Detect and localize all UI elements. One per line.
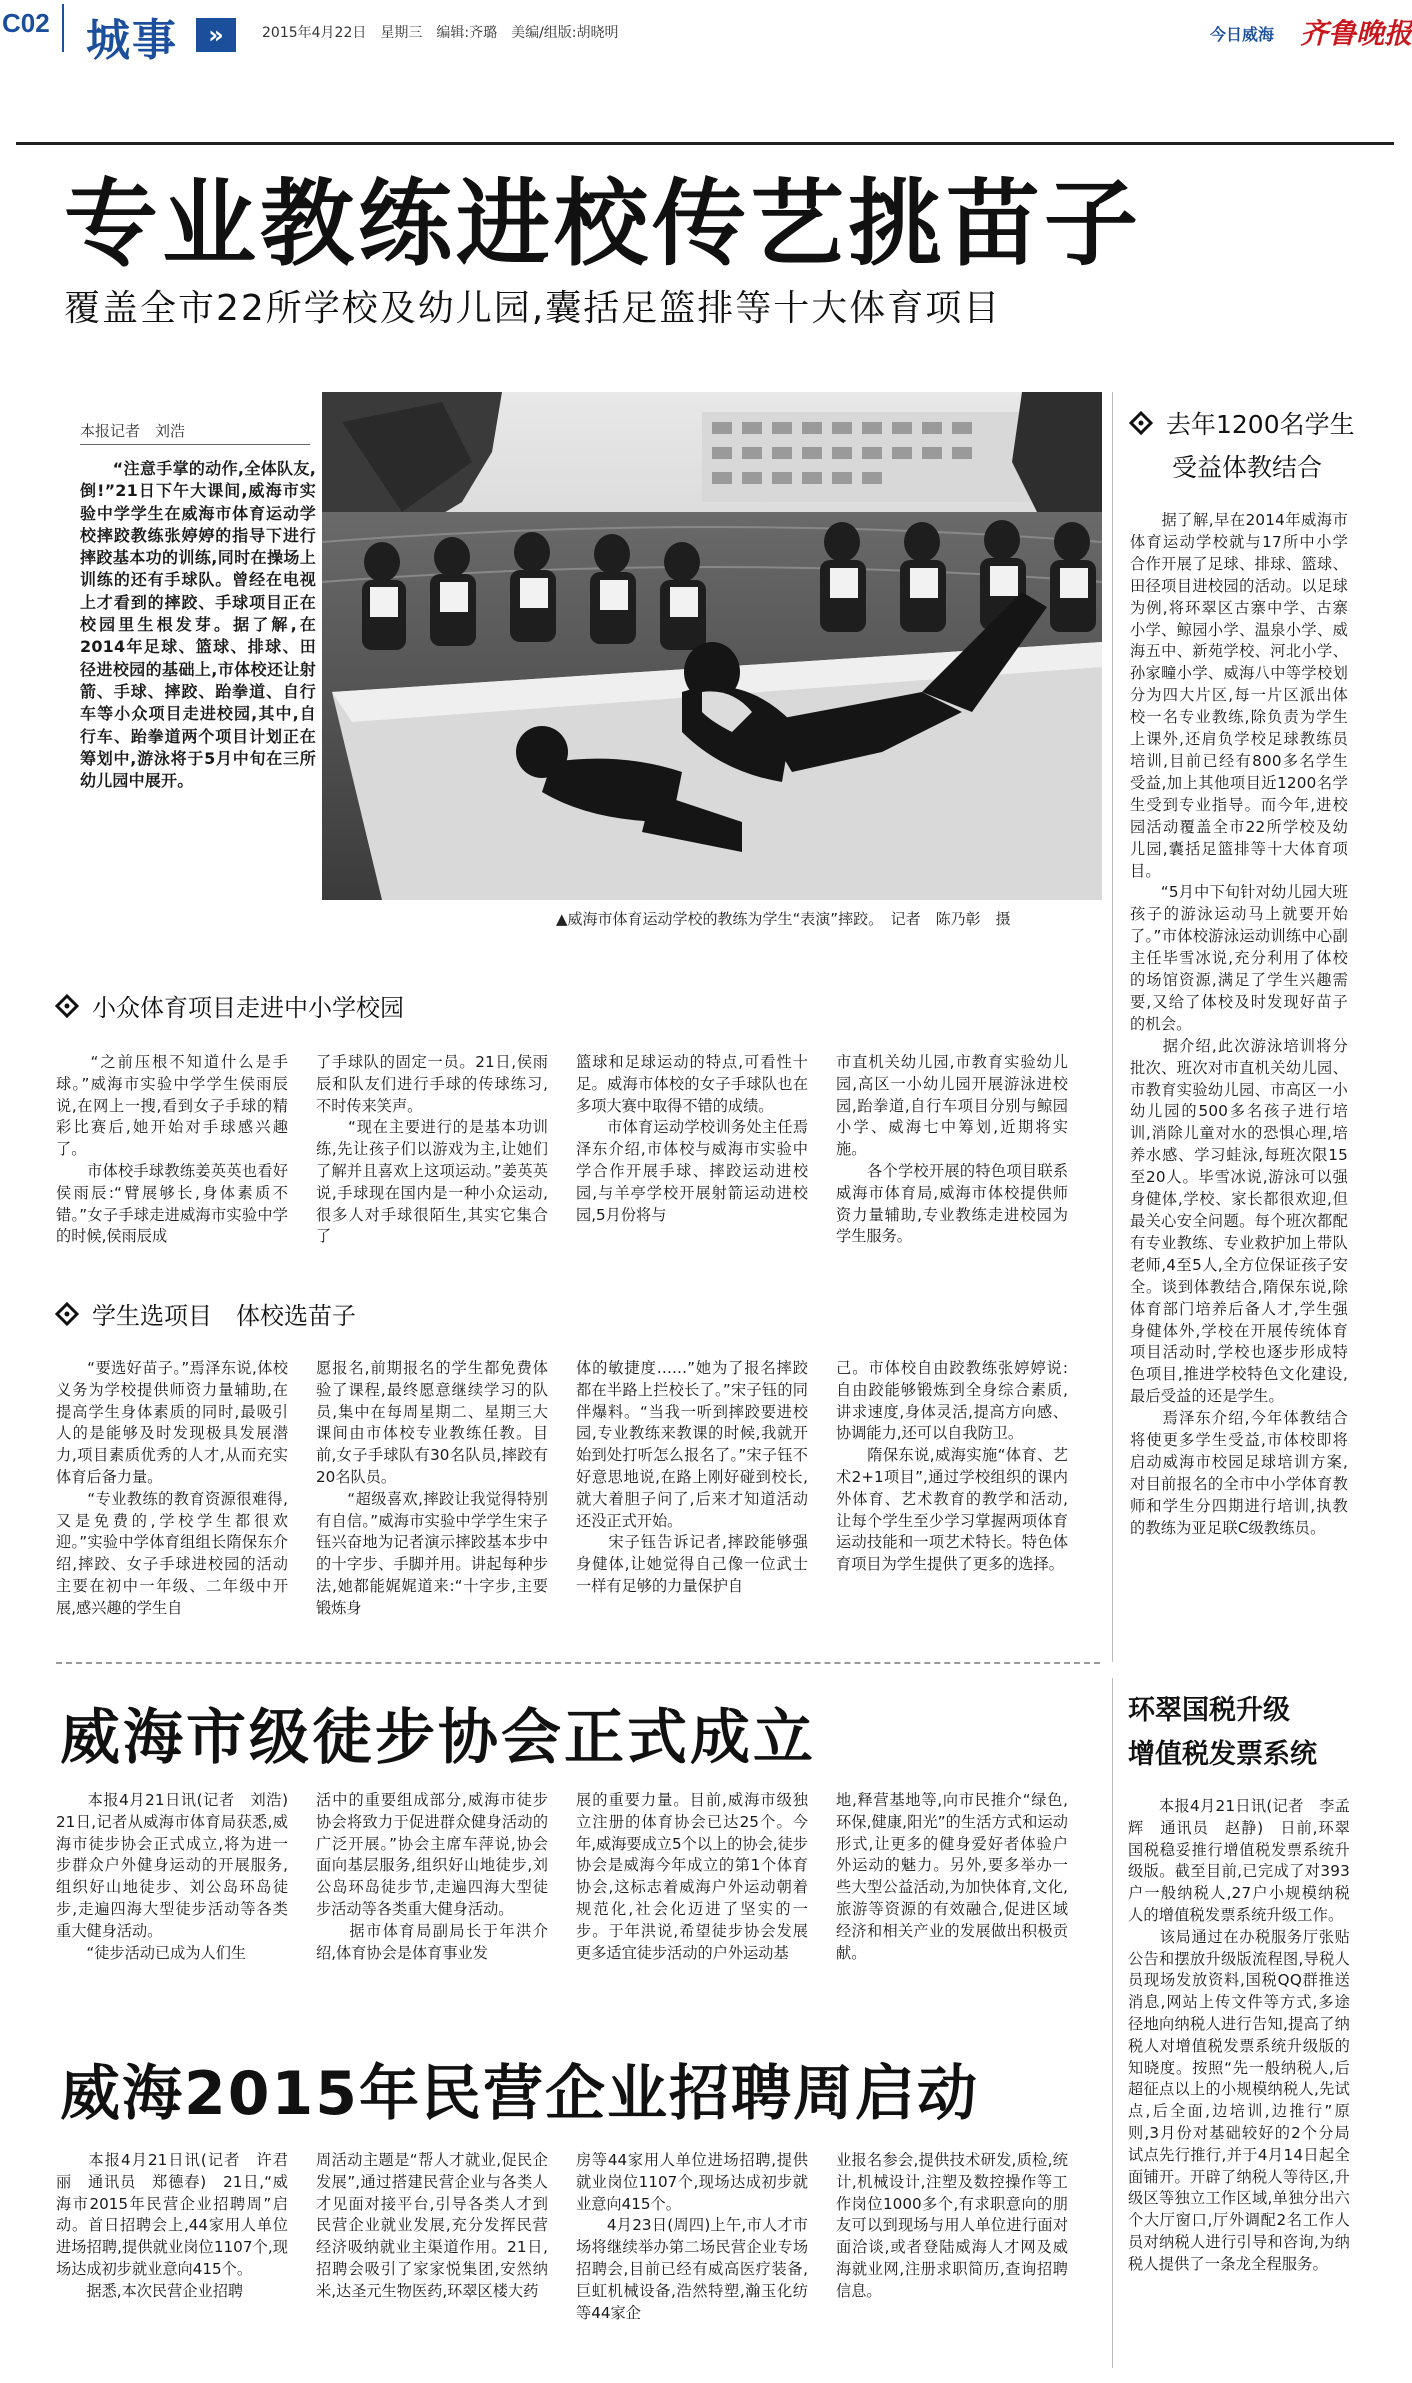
section1-title: 小众体育项目走进中小学校园 [92, 994, 404, 1022]
header-rule [16, 142, 1394, 145]
section2-col-3: 体的敏捷度……”她为了报名摔跤都在半路上拦校长了。”宋子钰的同伴爆料。“当我一听到摔跤要进校园,专业教练来教课的时候,我就开始到处打听怎么报名了。”宋子钰不好意思地说,在路上刚好碰到校长,就大着胆子问了,后来才知道活动还没正式开始。 宋子钰告诉记者,摔跤能够强身健体,让她觉得自己像一位武士一样有足够的力量保护自 [576, 1359, 808, 1595]
sidebar-title-line1: 去年1200名学生 [1166, 410, 1355, 439]
section1-col-3: 篮球和足球运动的特点,可看性十足。威海市体校的女子手球队也在多项大赛中取得不错的成绩。 市体育运动学校训务处主任焉泽东介绍,市体校与威海市实验中学合作开展手球、摔跤运动进校园,与羊亭学校开展射箭运动进校园,5月份将与 [576, 1053, 808, 1224]
column-divider [1112, 1678, 1113, 2368]
issue-meta: 2015年4月22日 星期三 编辑:齐璐 美编/组版:胡晓明 [262, 25, 619, 41]
section2-col-2: 愿报名,前期报名的学生都免费体验了课程,最终愿意继续学习的队员,集中在每周星期二、星期三大课间由市体校专业教练任教。目前,女子手球队有30名队员,摔跤有20名队员。 “超级喜欢,摔跤让我觉得特别有自信。”威海市实验中学学生宋子钰兴奋地为记者演示摔跤基本步中的十字步、手脚并用。讲起每种步法,她都能娓娓道来:“十字步,主要锻炼身 [316, 1359, 548, 1617]
article4-col-3: 房等44家用人单位进场招聘,提供就业岗位1107个,现场达成初步就业意向415个。 4月23日(周四)上午,市人才市场将继续举办第二场民营企业专场招聘会,目前已经有威高医疗装备,巨虹机械设备,浩然特塑,瀚玉化纺等44家企 [576, 2151, 808, 2322]
article1-headline: 专业教练进校传艺挑苗子 [64, 170, 1143, 279]
section1-col-4: 市直机关幼儿园,市教育实验幼儿园,高区一小幼儿园开展游泳进校园,跆拳道,自行车项目分别与鲸园小学、威海七中筹划,近期将实施。 各个学校开展的特色项目联系威海市体育局,威海市体校提供师资力量辅助,专业教练走进校园为学生服务。 [836, 1053, 1068, 1246]
article4-headline: 威海2015年民营企业招聘周启动 [60, 2059, 979, 2129]
newspaper-logo: 齐鲁晚报 [1300, 17, 1412, 50]
section2-title: 学生选项目 体校选苗子 [92, 1302, 356, 1330]
byline-rule [80, 444, 310, 445]
section2-col-1: “要选好苗子。”焉泽东说,体校义务为学校提供师资力量辅助,在提高学生身体素质的同时,最吸引人的是能够及时发现极具发展潜力,项目素质优秀的人才,从而充实体育后备力量。 “专业教练的教育资源很难得,又是免费的,学校学生都很欢迎。”实验中学体育组组长隋保东介绍,摔跤、女子手球进校园的活动主要在初中一年级、二年级中开展,感兴趣的学生自 [56, 1359, 288, 1617]
article4-col-1: 本报4月21日讯(记者 许君丽 通讯员 郑德春) 21日,“威海市2015年民营企业招聘周”启动。首日招聘会上,44家用人单位进场招聘,提供就业岗位1107个,现场达成初步就业意向415个。 据悉,本次民营企业招聘 [56, 2151, 288, 2300]
article2-col-3: 展的重要力量。目前,威海市级独立注册的体育协会已达25个。今年,威海要成立5个以上的协会,徒步协会是威海今年成立的第1个体育协会,这标志着威海户外运动朝着规范化,社会化迈进了坚实的一步。于年洪说,希望徒步协会发展更多适宜徒步活动的户外运动基 [576, 1791, 808, 1962]
diamond-icon [1130, 412, 1152, 434]
sidebar-title [1130, 405, 1355, 441]
article3-title-line2: 增值税发票系统 [1128, 1739, 1317, 1770]
sidebar-title-line2: 受益体教结合 [1172, 453, 1323, 482]
article2-col-1: 本报4月21日讯(记者 刘浩) 21日,记者从威海市体育局获悉,威海市徒步协会正式成立,将为进一步群众户外健身运动的开展服务,组织好山地徒步、刘公岛环岛徒步,走遍四海大型徒步活动等各类重大健身活动。 “徒步活动已成为人们生 [56, 1791, 288, 1962]
photo-caption: ▲威海市体育运动学校的教练为学生“表演”摔跤。 记者 陈乃彰 摄 [556, 910, 1011, 928]
article3-title-line1: 环翠国税升级 [1128, 1695, 1290, 1726]
article3-body: 本报4月21日讯(记者 李孟辉 通讯员 赵静) 日前,环翠国税稳妥推行增值税发票系统升级版。截至目前,已完成了对393户一般纳税人,27户小规模纳税人的增值税发票系统升级工作。 该局通过在办税服务厅张贴公告和摆放升级版流程图,导税人员现场发放资料,国税QQ群推送消息,网站上传文件等方式,多途径地向纳税人进行告知,提高了纳税人对增值税发票系统升级版的知晓度。按照“先一般纳税人,后超征点以上的小规模纳税人,先试点,后全面,边培训,边推行”原则,3月份对基础较好的2个分局试点先行推行,并于4月14日起全面铺开。开辟了纳税人等待区,升级区等独立工作区域,单独分出六个大厅窗口,厅外调配2名工作人员对纳税人进行引导和咨询,为纳税人提供了一条龙全程服务。 [1128, 1797, 1350, 2273]
sidebar-body: 据了解,早在2014年威海市体育运动学校就与17所中小学合作开展了足球、排球、篮球、田径项目进校园的活动。以足球为例,将环翠区古寨中学、古寨小学、鲸园小学、温泉小学、威海五中、新苑学校、河北小学、孙家疃小学、威海八中等学校划分为四大片区,每一片区派出体校一名专业教练,除负责为学生上课外,还肩负学校足球教练员培训,目前已经有800多名学生受益,加上其他项目近1200名学生受到专业指导。而今年,进校园活动覆盖全市22所学校及幼儿园,囊括足篮排等十大体育项目。 “5月中下旬针对幼儿园大班孩子的游泳运动马上就要开始了。”市体校游泳运动训练中心副主任毕雪冰说,充分利用了体校的场馆资源,满足了学生兴趣需要,又给了体校及时发现好苗子的机会。 据介绍,此次游泳培训将分批次、班次对市直机关幼儿园、市教育实验幼儿园、市高区一小幼儿园的500多名孩子进行培训,消除儿童对水的恐惧心理,培养水感、学习蛙泳,每班次限15至20人。毕雪冰说,游泳可以强身健体,学校、家长都很欢迎,但最关心安全问题。每个班次都配有专业教练、专业救护加上带队老师,4至5人,全方位保证孩子安全。谈到体教结合,隋保东说,除体育部门培养后备人才,学生强身健体外,学校在开展传统体育项目活动时,学校也逐步形成特色项目,推进学校特色文化建设,最后受益的还是学生。 焉泽东介绍,今年体教结合将使更多学生受益,市体校即将启动威海市校园足球培训方案,对目前报名的全市中小学体育教师和学生分四期进行培训,执教的教练为亚足联C级教练员。 [1130, 511, 1348, 1537]
article2-col-4: 地,释营基地等,向市民推介“绿色,环保,健康,阳光”的生活方式和运动形式,让更多的健身爱好者体验户外运动的魅力。另外,要多举办一些大型公益活动,为加快体育,文化,旅游等资源的有效融合,促进区域经济和相关产业的发展做出积极贡献。 [836, 1791, 1068, 1962]
header-divider [62, 4, 64, 52]
article1-photo [322, 392, 1102, 900]
edition-name: 今日威海 [1210, 25, 1275, 44]
page-header [0, 0, 1412, 70]
article-separator [56, 1662, 1100, 1664]
diamond-icon [56, 1303, 78, 1325]
diamond-icon [56, 995, 78, 1017]
article1-byline: 本报记者 刘浩 [80, 422, 186, 440]
article2-headline: 威海市级徒步协会正式成立 [60, 1703, 816, 1773]
section1-col-2: 了手球队的固定一员。21日,侯雨辰和队友们进行手球的传球练习,不时传来笑声。 “现在主要进行的是基本功训练,先让孩子们以游戏为主,让她们了解并且喜欢上这项运动。”姜英英说,手球现在国内是一种小众运动,很多人对手球很陌生,其实它集合了 [316, 1053, 548, 1246]
section1-heading [56, 988, 404, 1023]
section2-col-4: 己。市体校自由跤教练张婷婷说:自由跤能够锻炼到全身综合素质,讲求速度,身体灵活,提高方向感、协调能力,还可以自我防卫。 隋保东说,威海实施“体育、艺术2+1项目”,通过学校组织的课内外体育、艺术教育的教学和活动,让每个学生至少学习掌握两项体育运动技能和一项艺术特长。特色体育项目为学生提供了更多的选择。 [836, 1359, 1068, 1574]
section2-heading [56, 1296, 356, 1331]
photo-illustration [322, 392, 1102, 900]
section1-col-1: “之前压根不知道什么是手球。”威海市实验中学学生侯雨辰说,在网上一搜,看到女子手球的精彩比赛后,她开始对手球感兴趣了。 市体校手球教练姜英英也看好侯雨辰:“臂展够长,身体素质不错。”女子手球走进威海市实验中学的时候,侯雨辰成 [56, 1053, 288, 1246]
article4-col-4: 业报名参会,提供技术研发,质检,统计,机械设计,注塑及数控操作等工作岗位1000多个,有求职意向的朋友可以到现场与用人单位进行面对面洽谈,或者登陆威海人才网及威海就业网,注册求职简历,查询招聘信息。 [836, 2151, 1068, 2300]
column-divider [1112, 392, 1113, 1662]
section-name: 城事 [86, 15, 178, 66]
article4-col-2: 周活动主题是“帮人才就业,促民企发展”,通过搭建民营企业与各类人才见面对接平台,引导各类人才到民营企业就业发展,充分发挥民营经济吸纳就业主渠道作用。21日,招聘会吸引了家家悦集团,安然纳米,达圣元生物医药,环翠区楼大药 [316, 2151, 548, 2300]
article2-col-2: 活中的重要组成部分,威海市徒步协会将致力于促进群众健身活动的广泛开展。”协会主席车萍说,协会面向基层服务,组织好山地徒步,刘公岛环岛徒步节,走遍四海大型徒步活动等各类重大健身活动。 据市体育局副局长于年洪介绍,体育协会是体育事业发 [316, 1791, 548, 1962]
section-arrows-icon: » [196, 18, 236, 52]
article1-subhead: 覆盖全市22所学校及幼儿园,囊括足篮排等十大体育项目 [64, 288, 1002, 329]
page-number: C02 [2, 8, 50, 38]
article1-lead: “注意手掌的动作,全体队友,倒!”21日下午大课间,威海市实验中学学生在威海市体育运动学校摔跤教练张婷婷的指导下进行摔跤基本功的训练,同时在操场上训练的还有手球队。曾经在电视上才看到的摔跤、手球项目正在校园里生根发芽。据了解,在2014年足球、篮球、排球、田径进校园的基础上,市体校还让射箭、手球、摔跤、跆拳道、自行车等小众项目走进校园,其中,自行车、跆拳道两个项目计划正在筹划中,游泳将于5月中旬在三所幼儿园中展开。 [80, 459, 316, 791]
